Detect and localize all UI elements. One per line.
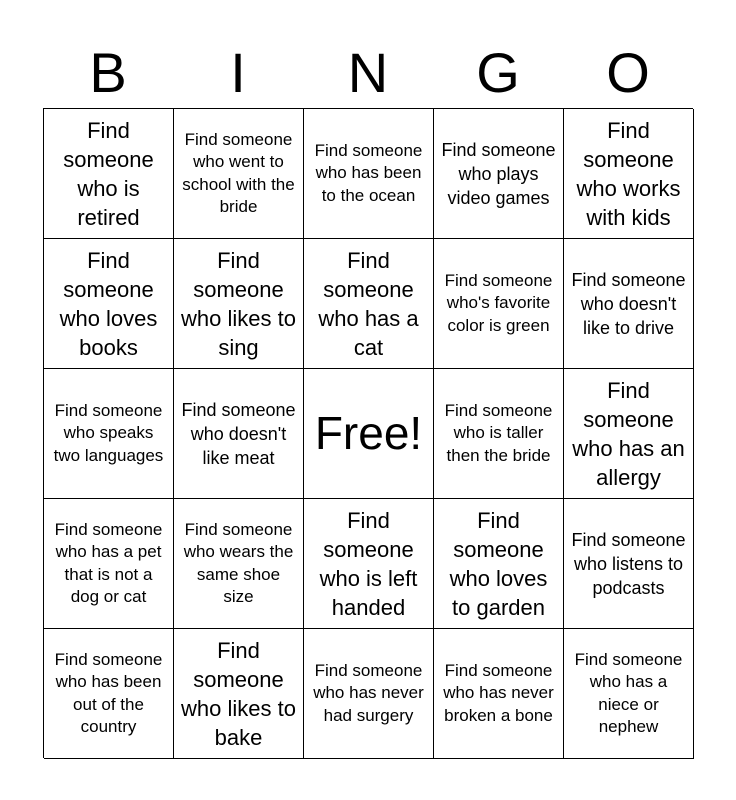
bingo-cell[interactable] [44, 109, 174, 239]
bingo-cell[interactable] [434, 629, 564, 759]
cell-text: Find someone who has never had surgery [313, 660, 424, 725]
cell-text: Find someone who has a cat [318, 247, 419, 360]
bingo-cell[interactable] [434, 369, 564, 499]
bingo-cell[interactable] [564, 369, 694, 499]
bingo-board [43, 108, 693, 758]
header-letter-b: B [89, 41, 127, 104]
cell-text: Find someone who went to school with the bride [182, 129, 295, 216]
cell-text: Find someone who likes to sing [181, 247, 296, 360]
bingo-cell[interactable] [304, 499, 434, 629]
bingo-cell[interactable] [174, 499, 304, 629]
header-letter-n: N [347, 41, 389, 104]
bingo-cell[interactable] [304, 239, 434, 369]
bingo-cell[interactable] [304, 109, 434, 239]
header-letter-g: G [476, 41, 520, 104]
bingo-cell[interactable] [434, 109, 564, 239]
bingo-cell[interactable] [174, 369, 304, 499]
bingo-cell[interactable] [44, 369, 174, 499]
header-letter-o: O [606, 41, 650, 104]
cell-text: Find someone who doesn't like to drive [571, 269, 686, 338]
cell-text: Find someone who is taller then the bride [444, 400, 553, 465]
bingo-cell[interactable] [44, 499, 174, 629]
cell-text: Find someone who wears the same shoe size [183, 519, 294, 606]
cell-text: Find someone who listens to podcasts [571, 529, 686, 598]
cell-text: Find someone who loves to garden [449, 507, 548, 620]
bingo-cell[interactable] [304, 629, 434, 759]
cell-text: Find someone who plays video games [441, 139, 556, 208]
cell-text: Find someone who has been out of the country [54, 649, 163, 736]
cell-text: Find someone who works with kids [576, 117, 681, 230]
cell-text: Find someone who has been to the ocean [314, 140, 423, 205]
bingo-cell[interactable] [44, 239, 174, 369]
cell-text: Find someone who has never broken a bone [443, 660, 554, 725]
bingo-cell[interactable] [174, 109, 304, 239]
header-letter-i: I [230, 41, 246, 104]
bingo-cell[interactable] [174, 239, 304, 369]
cell-text: Find someone who has an allergy [572, 377, 685, 490]
bingo-cell[interactable] [564, 629, 694, 759]
free-space-cell[interactable] [304, 369, 434, 499]
cell-text: Find someone who has a niece or nephew [574, 649, 683, 736]
bingo-cell[interactable] [434, 239, 564, 369]
cell-text: Find someone who speaks two languages [53, 400, 164, 465]
bingo-cell[interactable] [564, 239, 694, 369]
bingo-cell[interactable] [44, 629, 174, 759]
bingo-cell[interactable] [564, 109, 694, 239]
free-space-text: Free! [314, 407, 423, 460]
cell-text: Find someone who is retired [63, 117, 154, 230]
bingo-cell[interactable] [174, 629, 304, 759]
cell-text: Find someone who doesn't like meat [181, 399, 296, 468]
bingo-cell[interactable] [434, 499, 564, 629]
cell-text: Find someone who likes to bake [181, 637, 296, 750]
bingo-header [43, 38, 693, 108]
cell-text: Find someone who has a pet that is not a dog or cat [54, 519, 163, 606]
bingo-cell[interactable] [564, 499, 694, 629]
cell-text: Find someone who's favorite color is green [444, 270, 553, 335]
cell-text: Find someone who is left handed [319, 507, 418, 620]
cell-text: Find someone who loves books [59, 247, 158, 360]
